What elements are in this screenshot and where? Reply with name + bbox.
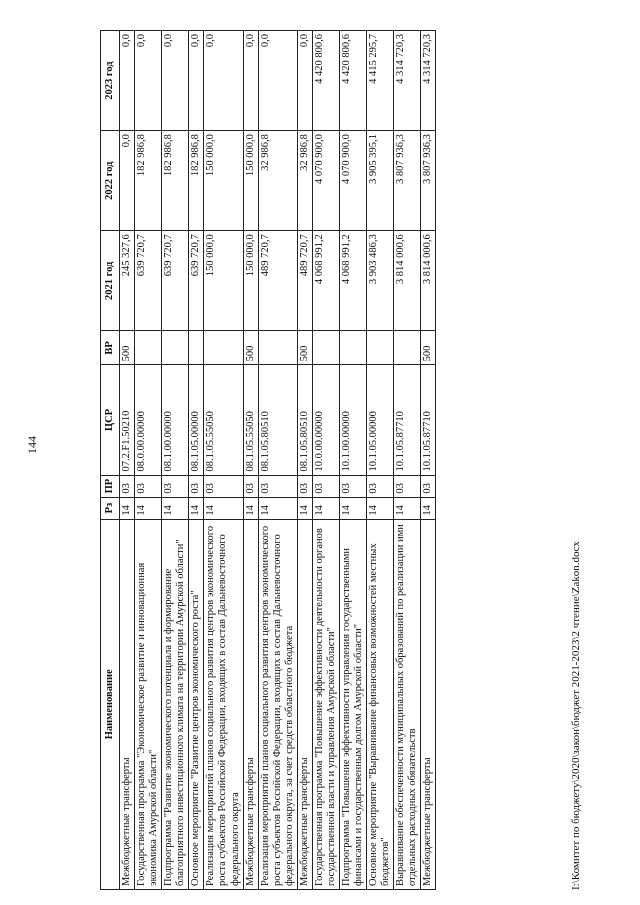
table-row [258, 31, 297, 890]
cell-rz: 14 [135, 497, 162, 519]
header-2021: 2021 год [101, 231, 120, 331]
cell-2023: 0,0 [204, 31, 243, 131]
cell-vr: 500 [243, 331, 258, 365]
table-row [394, 31, 421, 890]
cell-vr: 500 [297, 331, 312, 365]
cell-vr [189, 331, 204, 365]
cell-2021: 245 327,6 [120, 231, 135, 331]
cell-csr: 08.1.05.80510 [258, 365, 297, 475]
cell-csr: 08.1.05.55050 [243, 365, 258, 475]
cell-pr: 03 [135, 475, 162, 497]
table-row [120, 31, 135, 890]
cell-2021: 639 720,7 [135, 231, 162, 331]
rotated-content [100, 30, 582, 890]
cell-2022: 150 000,0 [204, 131, 243, 231]
header-csr: ЦСР [101, 365, 120, 475]
cell-2021: 639 720,7 [189, 231, 204, 331]
cell-2023: 0,0 [120, 31, 135, 131]
cell-2023: 4 314 720,3 [421, 31, 436, 131]
cell-2022: 4 070 900,0 [312, 131, 339, 231]
cell-vr [394, 331, 421, 365]
cell-2022: 3 905 395,1 [367, 131, 394, 231]
cell-2022: 150 000,0 [243, 131, 258, 231]
cell-rz: 14 [297, 497, 312, 519]
cell-2021: 4 068 991,2 [340, 231, 367, 331]
cell-2023: 4 420 800,6 [312, 31, 339, 131]
cell-2022: 182 986,8 [135, 131, 162, 231]
cell-pr: 03 [120, 475, 135, 497]
cell-2021: 150 000,0 [204, 231, 243, 331]
header-pr: ПР [101, 475, 120, 497]
cell-2021: 4 068 991,2 [312, 231, 339, 331]
cell-pr: 03 [421, 475, 436, 497]
cell-rz: 14 [204, 497, 243, 519]
cell-2021: 3 814 000,6 [421, 231, 436, 331]
cell-2021: 639 720,7 [162, 231, 189, 331]
cell-csr: 10.1.00.00000 [340, 365, 367, 475]
cell-pr: 03 [243, 475, 258, 497]
cell-name: Государственная программа "Повышение эффективности деятельности органов государственной власти и управления Амурской области" [312, 519, 339, 889]
cell-pr: 03 [189, 475, 204, 497]
cell-pr: 03 [162, 475, 189, 497]
table-row [204, 31, 243, 890]
cell-name: Выравнивание обеспеченности муниципальных образований по реализации ими отдельных расходных обязательств [394, 519, 421, 889]
cell-csr: 08.1.05.00000 [189, 365, 204, 475]
cell-2022: 3 807 936,3 [421, 131, 436, 231]
cell-rz: 14 [258, 497, 297, 519]
cell-vr: 500 [421, 331, 436, 365]
cell-vr: 500 [120, 331, 135, 365]
cell-rz: 14 [120, 497, 135, 519]
cell-2021: 489 720,7 [258, 231, 297, 331]
cell-2023: 0,0 [258, 31, 297, 131]
table-row [312, 31, 339, 890]
cell-vr [204, 331, 243, 365]
cell-name: Межбюджетные трансферты [243, 519, 258, 889]
cell-pr: 03 [312, 475, 339, 497]
header-rz: Рз [101, 497, 120, 519]
cell-rz: 14 [312, 497, 339, 519]
cell-name: Подпрограмма "Развитие экономического потенциала и формирование благоприятного инвестиционного климата на территории Амурской области" [162, 519, 189, 889]
table-row [189, 31, 204, 890]
table-row [421, 31, 436, 890]
cell-2022: 182 986,8 [162, 131, 189, 231]
file-path-footer: I:\Комитет по бюджету\2020\закон\бюджет 2021-2023\2 чтение\Zakon.docx [570, 541, 582, 890]
cell-vr [135, 331, 162, 365]
cell-csr: 10.1.05.87710 [394, 365, 421, 475]
cell-name: Подпрограмма "Повышение эффективности управления государственными финансами и государственным долгом Амурской области" [340, 519, 367, 889]
page-number: 144 [25, 436, 39, 454]
cell-2021: 3 903 486,3 [367, 231, 394, 331]
cell-rz: 14 [189, 497, 204, 519]
cell-vr [340, 331, 367, 365]
cell-vr [367, 331, 394, 365]
cell-csr: 08.1.05.80510 [297, 365, 312, 475]
cell-csr: 10.1.05.00000 [367, 365, 394, 475]
cell-2022: 32 986,8 [258, 131, 297, 231]
cell-2023: 0,0 [135, 31, 162, 131]
cell-vr [312, 331, 339, 365]
cell-rz: 14 [340, 497, 367, 519]
header-2022: 2022 год [101, 131, 120, 231]
budget-table [100, 30, 436, 890]
cell-csr: 10.0.00.00000 [312, 365, 339, 475]
cell-name: Государственная программа "Экономическое развитие и инновационная экономика Амурской области" [135, 519, 162, 889]
cell-2023: 4 314 720,3 [394, 31, 421, 131]
cell-name: Реализация мероприятий планов социального развития центров экономического роста субъектов Российской Федерации, входящих в состав Дальневосточного федерального округа, за счет средств областного бюджета [258, 519, 297, 889]
table-row [340, 31, 367, 890]
cell-pr: 03 [204, 475, 243, 497]
header-2023: 2023 год [101, 31, 120, 131]
cell-csr: 08.0.00.00000 [135, 365, 162, 475]
table-row [162, 31, 189, 890]
cell-pr: 03 [367, 475, 394, 497]
cell-csr: 08.1.05.55050 [204, 365, 243, 475]
cell-name: Основное мероприятие "Выравнивание финансовых возможностей местных бюджетов" [367, 519, 394, 889]
cell-csr: 07.2.F1.50210 [120, 365, 135, 475]
cell-rz: 14 [421, 497, 436, 519]
table-header-row [101, 31, 120, 890]
cell-name: Основное мероприятие "Развитие центров экономического роста" [189, 519, 204, 889]
table-body [120, 31, 436, 890]
cell-rz: 14 [162, 497, 189, 519]
cell-2023: 4 415 295,7 [367, 31, 394, 131]
cell-pr: 03 [340, 475, 367, 497]
cell-2023: 0,0 [189, 31, 204, 131]
table-row [243, 31, 258, 890]
cell-rz: 14 [394, 497, 421, 519]
cell-rz: 14 [243, 497, 258, 519]
cell-2021: 489 720,7 [297, 231, 312, 331]
cell-2023: 0,0 [297, 31, 312, 131]
cell-name: Межбюджетные трансферты [297, 519, 312, 889]
cell-2021: 150 000,0 [243, 231, 258, 331]
cell-2022: 32 986,8 [297, 131, 312, 231]
header-name: Наименование [101, 519, 120, 889]
header-vr: ВР [101, 331, 120, 365]
cell-name: Межбюджетные трансферты [120, 519, 135, 889]
cell-name: Межбюджетные трансферты [421, 519, 436, 889]
cell-2022: 4 070 900,0 [340, 131, 367, 231]
table-row [135, 31, 162, 890]
table-row [297, 31, 312, 890]
page-number-wrap [25, 425, 55, 465]
table-row [367, 31, 394, 890]
cell-2023: 4 420 800,6 [340, 31, 367, 131]
cell-pr: 03 [258, 475, 297, 497]
cell-vr [162, 331, 189, 365]
cell-2023: 0,0 [243, 31, 258, 131]
cell-pr: 03 [297, 475, 312, 497]
cell-name: Реализация мероприятий планов социального развития центров экономического роста субъектов Российской Федерации, входящих в состав Дальневосточного федерального округа [204, 519, 243, 889]
cell-pr: 03 [394, 475, 421, 497]
cell-rz: 14 [367, 497, 394, 519]
cell-vr [258, 331, 297, 365]
cell-2022: 182 986,8 [189, 131, 204, 231]
cell-2023: 0,0 [162, 31, 189, 131]
cell-2022: 3 807 936,3 [394, 131, 421, 231]
cell-csr: 08.1.00.00000 [162, 365, 189, 475]
cell-2022: 0,0 [120, 131, 135, 231]
cell-2021: 3 814 000,6 [394, 231, 421, 331]
cell-csr: 10.1.05.87710 [421, 365, 436, 475]
